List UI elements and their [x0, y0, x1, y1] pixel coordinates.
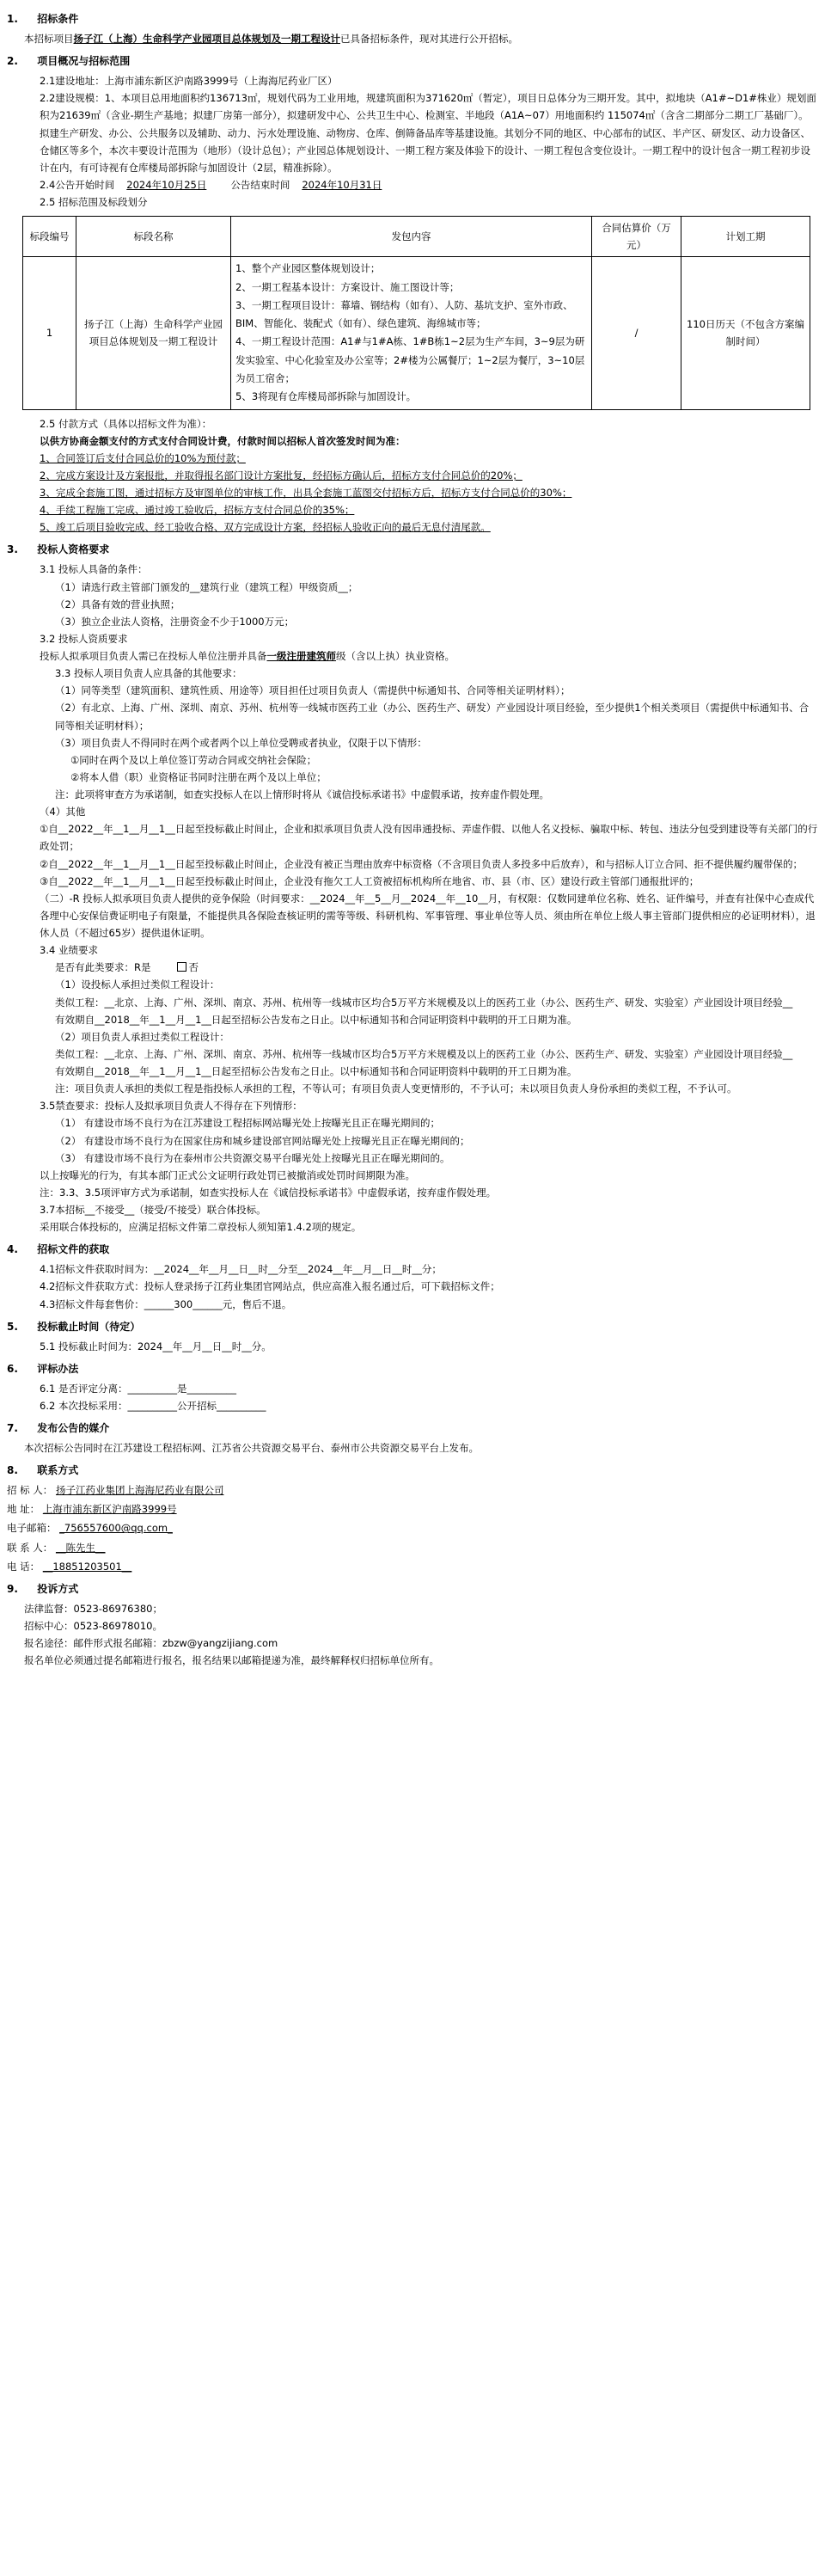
section-7-number: 7. — [7, 1422, 18, 1434]
project-leader-req-1: （1）同等类型（建筑面积、建筑性质、用途等）项目担任过项目负责人（需提供中标通知书、合同等相关证明材料）； — [55, 684, 571, 697]
bidder-condition-2: （2）具备有效的营业执照； — [55, 598, 180, 610]
col-lot-no: 标段编号 — [23, 217, 76, 257]
build-address-line: 2.1建设地址：上海市浦东新区沪南路3999号（上海海尼药业厂区） — [40, 75, 338, 88]
performance-validity-1: 有效期自__2018__年__1__月__1__日起至招标公告发布之日止。以中标通知书和合同证明资料中载明的开工日期为准。 — [55, 1013, 578, 1026]
cell-planned-duration: 110日历天（不包含方案编制时间） — [681, 257, 810, 409]
scope-section-label: 2.5 招标范围及标段划分 — [40, 196, 148, 208]
prohibition-item-2: （2） 有建设市场不良行为在国家住房和城乡建设部官网站曝光处上按曝光且正在曝光期间的； — [55, 1134, 470, 1147]
section-6-heading — [7, 1360, 818, 1378]
payment-heading: 2.5 付款方式（具体以招标文件为准）： — [40, 417, 212, 430]
prohibition-item-1: （1） 有建设市场不良行为在江苏建设工程招标网站曝光处上按曝光且正在曝光期间的； — [55, 1117, 440, 1130]
registration-email-line: 报名途径：邮件形式报名邮箱：zbzw@yangzijiang.com — [24, 1637, 278, 1649]
project-leader-req-2: （2）有北京、上海、广州、深圳、南京、苏州、杭州等一线城市医药工业（办公、医药生产、研发）产业园设计项目经验，至少提供1个相关类项目（需提供中标通知书、合同等相关证明材料）； — [55, 702, 810, 732]
section-4-number: 4. — [7, 1243, 18, 1256]
doc-price: 4.3招标文件每套售价：______300______元，售后不退。 — [40, 1297, 292, 1310]
lot-table — [22, 216, 810, 409]
contact-phone-label: 电 话： — [7, 1560, 40, 1573]
checkbox-no[interactable] — [177, 962, 186, 972]
bid-method-line: 6.2 本次投标采用：__________公开招标__________ — [40, 1399, 266, 1412]
section-7-title: 发布公告的媒介 — [37, 1422, 110, 1434]
doc-acquire-method: 4.2招标文件获取方式：投标人登录扬子江药业集团官网站点，供应高准入报名通过后，可下载招标文件； — [40, 1280, 500, 1293]
prohibition-item-3: （3） 有建设市场不良行为在泰州市公共资源交易平台曝光处上按曝光且正在曝光期间的。 — [55, 1151, 450, 1164]
payment-item-2: 2、完成方案设计及方案报批，并取得报名部门设计方案批复，经招标方确认后，招标方支付合同总价的20%； — [40, 469, 522, 481]
section-2-number: 2. — [7, 55, 18, 68]
contact-tenderer-value: 扬子江药业集团上海海尼药业有限公司 — [55, 1484, 224, 1497]
prohibition-label: 3.5禁查要求：投标人及拟承项目负责人不得存在下列情形： — [40, 1100, 302, 1113]
section-9-number: 9. — [7, 1582, 18, 1595]
bidder-qualification-label: 3.2 投标人资质要求 — [40, 632, 128, 645]
bidder-condition-1: （1）请选行政主管部门颁发的__建筑行业（建筑工程）甲级资质__； — [55, 580, 358, 593]
section-3-title: 投标人资格要求 — [37, 543, 110, 556]
eval-separation-line: 6.1 是否评定分离：__________是__________ — [40, 1382, 236, 1395]
col-contract-content: 发包内容 — [231, 217, 592, 257]
qualification-note-post: 级（含以上执）执业资格。 — [336, 650, 455, 662]
section-5-number: 5. — [7, 1320, 18, 1333]
cell-lot-name: 扬子江（上海）生命科学产业园项目总体规划及一期工程设计 — [76, 257, 231, 409]
section-5-title: 投标截止时间（待定） — [37, 1320, 141, 1333]
media-line: 本次招标公告同时在江苏建设工程招标网、江苏省公共资源交易平台、泰州市公共资源交易平台上发布。 — [24, 1442, 479, 1454]
cell-contract-price: / — [592, 257, 681, 409]
section-7-heading — [7, 1420, 818, 1438]
section-8-number: 8. — [7, 1464, 18, 1477]
payment-item-5: 5、竣工后项目验收完成、经工验收合格、双方完成设计方案，经招标人验收正向的最后无息付清尾款。 — [40, 521, 491, 534]
project-leader-req-3: （3）项目负责人不得同时在两个或者两个以上单位受聘或者执业，仅限于以下情形： — [55, 736, 427, 749]
prohibition-note-1: 以上按曝光的行为，有其本部门正式公文证明行政处罚已被撤消或处罚时间期限为准。 — [40, 1168, 415, 1181]
contact-phone-value: __18851203501__ — [42, 1560, 132, 1573]
payment-intro: 以供方协商金额支付的方式支付合同设计费，付款时间以招标人首次签发时间为准： — [40, 434, 406, 447]
content-item-5: 5、3将现有仓库楼局部拆除与加固设计。 — [235, 390, 417, 403]
contact-tenderer-row — [7, 1481, 818, 1499]
payment-item-3: 3、完成全套施工图，通过招标方及审图单位的审核工作，出具全套施工蓝图交付招标方后，招标方支付合同总价的30%； — [40, 487, 572, 499]
performance-similar-project-1: 类似工程：__北京、上海、广州、深圳、南京、苏州、杭州等一线城市区均合5万平方米规模及以上的医药工业（办公、医药生产、研发、实验室）产业园设计项目经验__ — [55, 996, 793, 1009]
performance-validity-2: 有效期自__2018__年__1__月__1__日起至招标公告发布之日止。以中标通知书和合同证明资料中载明的开工日期为准。 — [55, 1065, 578, 1077]
other-req-1: ①自__2022__年__1__月__1__日起至投标截止时间止，企业和拟承项目负责人没有因串通投标、弄虚作假、以他人名义投标、骗取中标、转包、违法分包受到建设等有关部门的行政处罚； — [40, 823, 818, 853]
section-4-title: 招标文件的获取 — [37, 1243, 110, 1256]
performance-item-1: （1）设投标人承担过类似工程设计： — [55, 978, 220, 991]
table-row — [23, 257, 810, 409]
contact-person-row — [7, 1539, 818, 1556]
registration-note: 报名单位必须通过提名邮箱进行报名，报名结果以邮箱提递为准，最终解释权归招标单位所有。 — [24, 1654, 439, 1667]
content-item-4: 4、一期工程设计范围：A1#与1#A栋、1#B栋1~2层为生产车间，3~9层为研发实验室、中心化验室及办公室等；2#楼为公属餐厅；1~2层为餐厅，3~10层为员工宿舍； — [235, 335, 585, 384]
content-item-3: 3、一期工程项目设计：幕墙、钢结构（如有）、人防、基坑支护、室外市政、BIM、智能化、装配式（如有）、绿色建筑、海绵城市等； — [235, 298, 573, 330]
other-req-3: ③自__2022__年__1__月__1__日起至投标截止时间止，企业没有拖欠工人工资被招标机构所在地省、市、县（市、区）建设行政主管部门通报批评的； — [40, 874, 700, 887]
qualification-note-pre: 投标人拟承项目负责人需已在投标人单位注册并具备 — [40, 650, 267, 662]
section-8-heading — [7, 1462, 818, 1480]
qualification-level: 一级注册建筑师 — [266, 650, 336, 662]
project-leader-requirements-label: 3.3 投标人项目负责人应具备的其他要求： — [55, 667, 242, 680]
contact-email-value[interactable]: _756557600@qq.com_ — [59, 1522, 173, 1535]
joint-bid-note: 采用联合体投标的，应满足招标文件第二章投标人须知第1.4.2项的规定。 — [40, 1221, 362, 1234]
contact-address-value: 上海市浦东新区沪南路3999号 — [42, 1503, 177, 1516]
performance-item-2: （2）项目负责人承担过类似工程设计： — [55, 1030, 229, 1043]
performance-note: 注：项目负责人承担的类似工程是指投标人承担的工程，不等认可；有项目负责人变更情形的，不予认可；未以项目负责人身份承担的类似工程，不予认可。 — [55, 1083, 737, 1095]
table-header-row — [23, 217, 810, 257]
content-item-2: 2、一期工程基本设计：方案设计、施工图设计等； — [235, 280, 460, 293]
contact-email-row — [7, 1519, 818, 1536]
contact-email-label: 电子邮箱： — [7, 1522, 57, 1535]
doc-acquire-time: 4.1招标文件获取时间为：__2024__年__月__日__时__分至__2024__年__月__日__时__分； — [40, 1263, 442, 1276]
section-1-paragraph: 本招标项目扬子江（上海）生命科学产业园项目总体规划及一期工程设计已具备招标条件，现对其进行公开招标。 — [24, 33, 518, 45]
contact-address-row — [7, 1500, 818, 1518]
col-contract-price: 合同估算价（万元） — [592, 217, 681, 257]
section-2-heading — [7, 52, 818, 71]
section-3-heading — [7, 541, 818, 559]
section-2-title: 项目概况与招标范围 — [37, 55, 131, 68]
payment-item-1: 1、合同签订后支付合同总价的10%为预付款； — [40, 451, 246, 464]
section-1-number: 1. — [7, 13, 18, 25]
announcement-start-date: 2024年10月25日 — [126, 178, 207, 191]
bidder-condition-3: （3）独立企业法人资格，注册资金不少于1000万元； — [55, 615, 295, 628]
performance-required-choice: 是否有此类要求：R是 否 — [55, 961, 199, 974]
project-name-highlight: 扬子江（上海）生命科学产业园项目总体规划及一期工程设计 — [73, 33, 340, 45]
project-leader-req-3b: ②将本人借（职）业资格证书同时注册在两个及以上单位； — [70, 770, 327, 783]
section-3-number: 3. — [7, 543, 18, 556]
col-planned-duration: 计划工期 — [681, 217, 810, 257]
contact-address-label: 地 址： — [7, 1503, 40, 1516]
other-req-4: （二）-R 投标人拟承项目负责人提供的竞争保险（时间要求：__2024__年__5__月__2024__年__10__月，有权限：仅数同建单位名称、姓名、证件编号，并查有社保中心查成代各理中心安保信费证明电子有限量，不能提供具各保险查核证明的需等等级、科研机构、军事管理、事业单位等人员、须由所在单位上级人事主管部门提供相应的必证明材料），退休人员（不超过65岁）提供退休证明。 — [40, 892, 816, 939]
section-8-title: 联系方式 — [37, 1464, 79, 1477]
content-item-1: 1、整个产业园区整体规划设计； — [235, 262, 381, 275]
section-6-number: 6. — [7, 1362, 18, 1375]
announcement-end-date: 2024年10月31日 — [302, 178, 382, 191]
payment-item-4: 4、手续工程施工完成、通过竣工验收后，招标方支付合同总价的35%； — [40, 504, 355, 517]
contact-phone-row — [7, 1558, 818, 1575]
other-req-2: ②自__2022__年__1__月__1__日起至投标截止时间止，企业没有被正当理由放弃中标资格（不含项目负责人多投多中后放弃），和与招标人订立合同、拒不提供履约履带保的； — [40, 857, 803, 870]
cell-lot-no: 1 — [23, 257, 76, 409]
legal-supervision-line: 法律监督：0523-86976380； — [24, 1602, 162, 1615]
section-1-title: 招标条件 — [37, 13, 79, 25]
joint-bid-line: 3.7本招标__不接受__（接受/不接受）联合体投标。 — [40, 1204, 266, 1216]
project-leader-req-3a: ①同时在两个及以上单位签订劳动合同或交纳社会保险； — [70, 753, 317, 766]
contact-person-label: 联 系 人： — [7, 1541, 53, 1554]
other-requirements-label: （4）其他 — [40, 806, 86, 819]
bidder-conditions-label: 3.1 投标人具备的条件： — [40, 563, 148, 576]
prohibition-note-2: 注：3.3、3.5项评审方式为承诺制，如查实投标人在《诚信投标承诺书》中虚假承诺，按弃虚作假处理。 — [40, 1186, 497, 1199]
performance-requirements-label: 3.4 业绩要求 — [40, 944, 98, 957]
build-scale-line: 2.2建设规模：1、本项目总用地面积约136713㎡，规划代码为工业用地，规建筑面积为371620㎡（暂定），项目日总体分为三期开发。其中，拟地块（A1#~D1#株业）规划面积为21639㎡（含业-期生产基地；拟建厂房第一部分），拟建研发中心、公共卫生中心、检测室、半地段（A1A~07）用地面积约 115074㎡（含含二期部分二期工厂基础厂）。拟建生产研发、办公、公共服务以及辅助、动力、污水处理设施、动物房、仓库、倒筛备品库等基建设施。其划分不同的地区、中心部布的试区、半产区、研发区、动力设备区、仓储区等多个，本次丰要设计范围为（地形）（设计总包）；产业园总体规划设计、一期工程方案及体验下的设计、一期工程包含变位设计。一期工程中的设计包含一期工程初步设计在内，有可诗视有仓库楼局部拆除与加固设计（2层，精准拆除）。 — [40, 92, 816, 174]
section-4-heading — [7, 1241, 818, 1259]
announcement-period-line: 2.4公告开始时间 2024年10月25日 公告结束时间 2024年10月31日 — [40, 178, 382, 191]
col-lot-name: 标段名称 — [76, 217, 231, 257]
bid-deadline-line: 5.1 投标截止时间为：2024__年__月__日__时__分。 — [40, 1340, 272, 1352]
performance-similar-project-2: 类似工程：__北京、上海、广州、深圳、南京、苏州、杭州等一线城市区均合5万平方米规模及以上的医药工业（办公、医药生产、研发、实验室）产业园设计项目经验__ — [55, 1047, 793, 1060]
contact-tenderer-label: 招 标 人： — [7, 1484, 53, 1497]
contact-person-value: __陈先生__ — [55, 1541, 106, 1554]
section-9-heading — [7, 1580, 818, 1598]
section-9-title: 投诉方式 — [37, 1582, 79, 1595]
section-5-heading — [7, 1318, 818, 1336]
cell-contract-content — [231, 257, 592, 409]
section-1-heading — [7, 10, 818, 28]
bidding-center-line: 招标中心：0523-86978010。 — [24, 1619, 162, 1632]
project-leader-req-note: 注：此项将审查方为承诺制，如查实投标人在以上情形时将从《诚信投标承诺书》中虚假承诺，按弃虚作假处理。 — [55, 788, 549, 800]
section-6-title: 评标办法 — [37, 1362, 79, 1375]
bidder-qualification-note — [40, 647, 818, 665]
